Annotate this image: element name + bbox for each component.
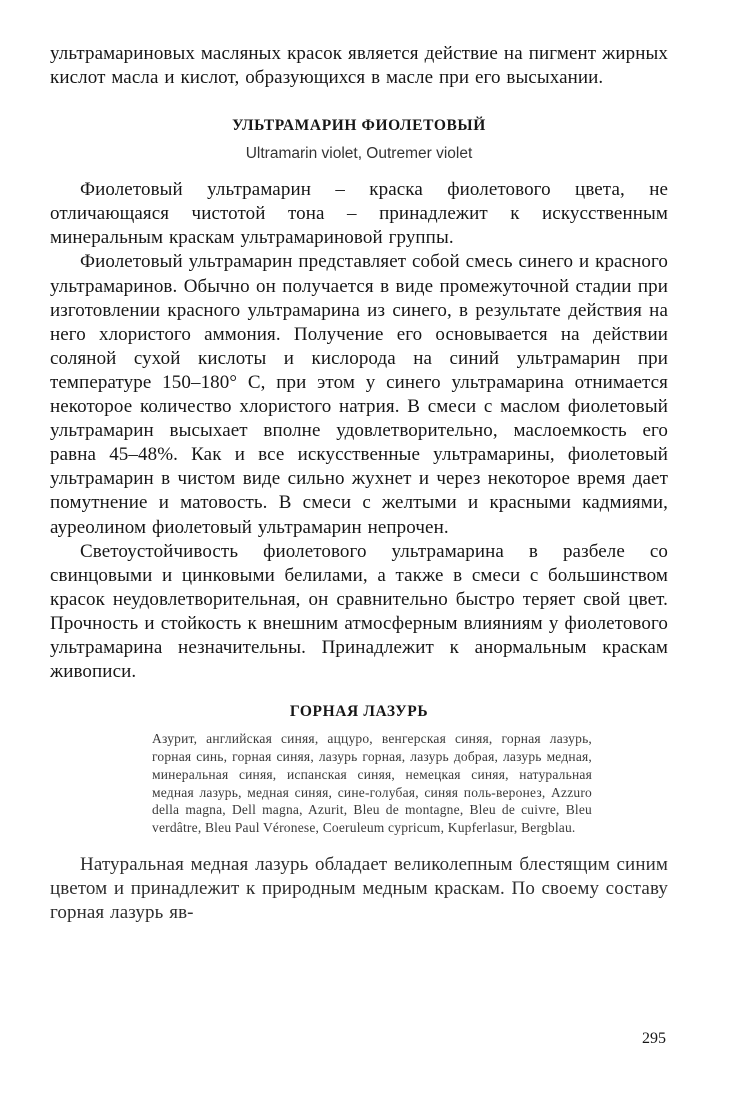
section-heading-mountain-blue: ГОРНАЯ ЛАЗУРЬ	[289, 703, 429, 721]
book-page	[50, 40, 668, 1080]
synonyms-list: Азурит, английская синяя, аццуро, венгерская синяя, горная лазурь, горная синь, горная синяя, лазурь горная, лазурь добрая, лазурь медная, минеральная синяя, испанская синяя, немецкая синяя, натуральная медная лазурь, медная синяя, сине-голубая, синяя поль-веронез, Azzuro della magna, Dell magna, Azurit, Bleu de montagne, Bleu de cuivre, Bleu verdâtre, Bleu Paul Véronese, Coeruleum cypricum, Kupferlasur, Bergblau.	[152, 731, 592, 836]
section2-paragraph: Натуральная медная лазурь обладает великолепным блестящим синим цветом и принадлежит к природным медным краскам. По своему составу горная лазурь яв-	[50, 853, 668, 924]
intro-paragraph: ультрамариновых масляных красок является действие на пигмент жирных кислот масла и кислот, образующихся в масле при его высыхании.	[50, 43, 668, 89]
section1-paragraph-3: Светоустойчивость фиолетового ультрамарина в разбеле со свинцовыми и цинковыми белилами, а также в смеси с большинством красок неудовлетворительная, он сравнительно быстро теряет свой цвет. Прочность и стойкость к внешним атмосферным влияниям у фиолетового ультрамарина незначительны. Принадлежит к анормальным краскам живописи.	[50, 540, 668, 683]
section1-paragraph-2: Фиолетовый ультрамарин представляет собой смесь синего и красного ультрамаринов. Обычно он получается в виде промежуточной стадии при изготовлении красного ультрамарина из синего, в результате действия на него хлористого аммония. Получение его основывается на действии соляной сухой кислоты и кислорода на синий ультрамарин при температуре 150–180° С, при этом у синего ультрамарина отнимается некоторое количество хлористого натрия. В смеси с маслом фиолетовый ультрамарин высыхает вполне удовлетворительно, маслоемкость его равна 45–48%. Как и все искусственные ультрамарины, фиолетовый ультрамарин в чистом виде сильно жухнет и через некоторое время дает помутнение и матовость. В смеси с желтыми и красными кадмиями, ауреолином фиолетовый ультрамарин непрочен.	[50, 251, 668, 538]
section-heading-ultramarine-violet: УЛЬТРАМАРИН ФИОЛЕТОВЫЙ	[232, 117, 486, 135]
page-number: 295	[642, 1030, 666, 1047]
section-subheading-ultramarine-violet: Ultramarin violet, Outremer violet	[245, 145, 473, 163]
section1-paragraph-1: Фиолетовый ультрамарин – краска фиолетового цвета, не отличающаяся чистотой тона – принадлежит к искусственным минеральным краскам ультрамариновой группы.	[50, 179, 668, 249]
